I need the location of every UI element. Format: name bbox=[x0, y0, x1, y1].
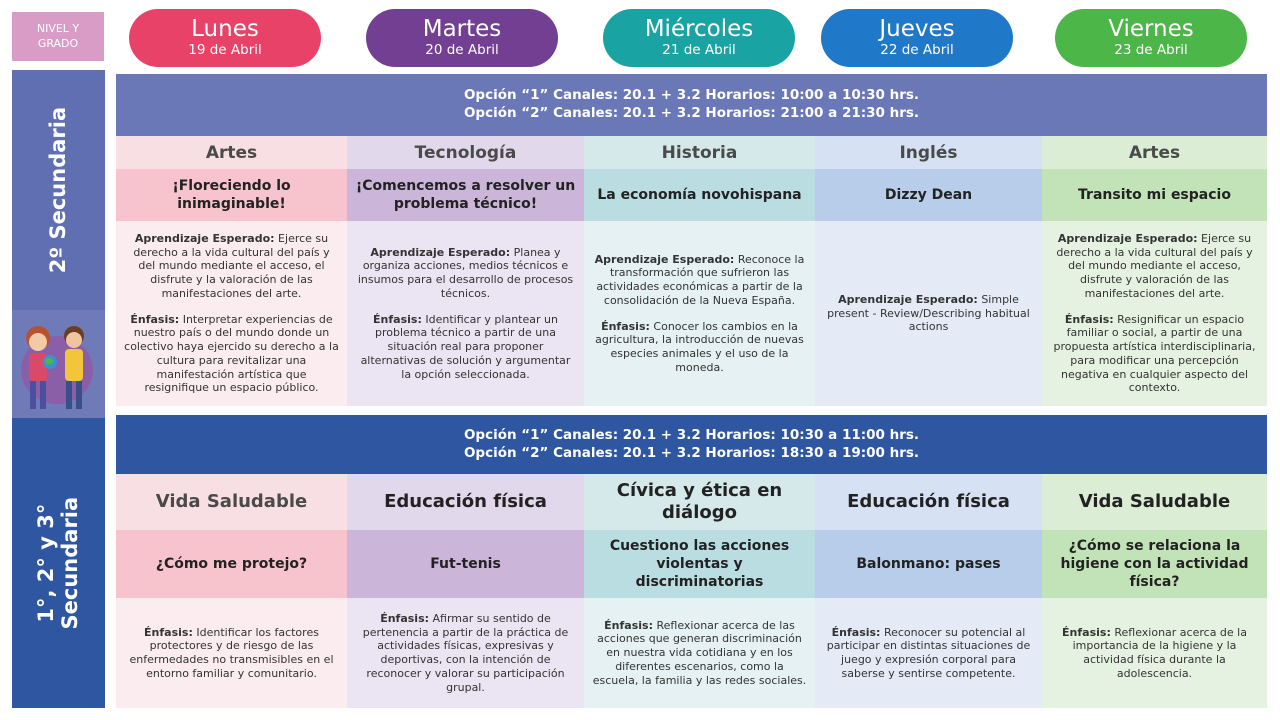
aprendizaje-text: Reconoce la transformación que sufrieron las actividades económicas a partir de la consolidación de la Nueva España. bbox=[596, 252, 805, 307]
day-date: 22 de Abril bbox=[880, 41, 954, 58]
banner-option-2: Opción “2” Canales: 20.1 + 3.2 Horarios: 18:30 a 19:00 hrs. bbox=[463, 444, 920, 461]
aprendizaje-label: Aprendizaje Esperado: bbox=[134, 231, 275, 245]
level-label-line1: 1°, 2° y 3° bbox=[34, 503, 59, 623]
day-header-jueves bbox=[821, 9, 1013, 67]
enfasis-label: Énfasis: bbox=[144, 625, 193, 639]
enfasis-label: Énfasis: bbox=[373, 312, 422, 326]
topic-cell: ¿Cómo se relaciona la higiene con la actividad física? bbox=[1042, 530, 1267, 598]
description-cell bbox=[347, 221, 584, 406]
subject-cell: Tecnología bbox=[347, 136, 584, 169]
subject-cell: Educación física bbox=[347, 474, 584, 530]
subject-cell: Cívica y ética en diálogo bbox=[584, 474, 815, 530]
enfasis-text: Reflexionar acerca de las acciones que generan discriminación en nuestra vida cotidiana y en los diferentes escenarios, como la escuela, la familia y las redes sociales. bbox=[592, 618, 807, 687]
enfasis-label: Énfasis: bbox=[601, 319, 650, 333]
enfasis-label: Énfasis: bbox=[604, 618, 653, 632]
day-header-lunes bbox=[129, 9, 321, 67]
enfasis-label: Énfasis: bbox=[1064, 312, 1114, 326]
nivel-grado-label: NIVEL Y GRADO bbox=[12, 12, 104, 61]
banner-option-2: Opción “2” Canales: 20.1 + 3.2 Horarios: 21:00 a 21:30 hrs. bbox=[463, 105, 920, 121]
subject-cell: Historia bbox=[584, 136, 815, 169]
topic-cell: Dizzy Dean bbox=[815, 169, 1042, 221]
enfasis-label: Énfasis: bbox=[130, 312, 180, 326]
aprendizaje-text: Simple present - Review/Describing habitual actions bbox=[827, 292, 1030, 334]
day-date: 21 de Abril bbox=[662, 41, 736, 58]
topic-cell: Fut-tenis bbox=[347, 530, 584, 598]
schedule-banner-2-secundaria bbox=[116, 74, 1267, 136]
day-name: Miércoles bbox=[644, 16, 754, 43]
topic-cell: Balonmano: pases bbox=[815, 530, 1042, 598]
topic-cell: La economía novohispana bbox=[584, 169, 815, 221]
enfasis-label: Énfasis: bbox=[831, 625, 881, 639]
day-header-martes bbox=[366, 9, 558, 67]
description-cell bbox=[116, 221, 347, 406]
level-label: 2º Secundaria bbox=[46, 106, 71, 274]
day-name: Martes bbox=[422, 16, 502, 43]
enfasis-text: Identificar y plantear un problema técnico a partir de una situación real para proponer alternativas de solución y argumentar la opción seleccionada. bbox=[360, 312, 571, 381]
enfasis-text: Afirmar su sentido de pertenencia a partir de la práctica de actividades físicas, expresivas y deportivas, con la intención de reconocer y valorar su participación grupal. bbox=[362, 611, 569, 694]
day-name: Lunes bbox=[191, 16, 259, 43]
schedule-grid-2-secundaria bbox=[116, 136, 1267, 406]
enfasis-text: Reconocer su potencial al participar en distintas situaciones de juego y expresión corporal para saberse y sentirse competente. bbox=[826, 625, 1031, 680]
description-cell bbox=[1042, 598, 1267, 708]
subject-cell: Educación física bbox=[815, 474, 1042, 530]
level-bar-1-2-3-secundaria bbox=[12, 418, 105, 708]
students-illustration bbox=[14, 312, 100, 416]
enfasis-label: Énfasis: bbox=[1062, 625, 1111, 639]
topic-cell: ¡Floreciendo lo inimaginable! bbox=[116, 169, 347, 221]
subject-cell: Vida Saludable bbox=[116, 474, 347, 530]
level-bar-2-secundaria bbox=[12, 70, 105, 310]
topic-cell: ¿Cómo me protejo? bbox=[116, 530, 347, 598]
enfasis-text: Identificar los factores protectores y de riesgo de las enfermedades no transmisibles en el entorno familiar y comunitario. bbox=[129, 625, 334, 680]
aprendizaje-label: Aprendizaje Esperado: bbox=[594, 252, 735, 266]
topic-cell: ¡Comencemos a resolver un problema técnico! bbox=[347, 169, 584, 221]
topic-cell: Transito mi espacio bbox=[1042, 169, 1267, 221]
day-date: 19 de Abril bbox=[188, 41, 262, 58]
description-cell bbox=[815, 221, 1042, 406]
day-name: Jueves bbox=[879, 16, 955, 43]
day-date: 23 de Abril bbox=[1114, 41, 1188, 58]
banner-option-1: Opción “1” Canales: 20.1 + 3.2 Horarios: 10:00 a 10:30 hrs. bbox=[463, 87, 920, 104]
subject-cell: Inglés bbox=[815, 136, 1042, 169]
aprendizaje-text: Ejerce su derecho a la vida cultural del país y del mundo mediante el acceso, el disfrute y la valoración de las manifestaciones del arte. bbox=[133, 231, 330, 300]
day-name: Viernes bbox=[1108, 16, 1194, 43]
enfasis-text: Resignificar un espacio familiar o social, a partir de una propuesta artística interdisciplinaria, para modificar una percepción negativa en cualquier aspecto del contexto. bbox=[1053, 312, 1256, 395]
day-date: 20 de Abril bbox=[425, 41, 499, 58]
enfasis-label: Énfasis: bbox=[380, 611, 430, 625]
subject-cell: Artes bbox=[1042, 136, 1267, 169]
aprendizaje-text: Ejerce su derecho a la vida cultural del país y del mundo mediante el acceso, disfrute y valoración de las manifestaciones del arte. bbox=[1056, 231, 1253, 300]
subject-cell: Artes bbox=[116, 136, 347, 169]
description-cell bbox=[1042, 221, 1267, 406]
level-label-line2: Secundaria bbox=[58, 496, 83, 630]
schedule-banner-1-2-3-secundaria bbox=[116, 415, 1267, 474]
aprendizaje-label: Aprendizaje Esperado: bbox=[838, 292, 978, 306]
day-header-miercoles bbox=[603, 9, 795, 67]
topic-cell: Cuestiono las acciones violentas y discriminatorias bbox=[584, 530, 815, 598]
enfasis-text: Interpretar experiencias de nuestro país o del mundo donde un colectivo haya ejercido su derecho a la cultura para revitalizar una manifestación artística que resignifique un espacio público. bbox=[124, 312, 339, 395]
enfasis-text: Conocer los cambios en la agricultura, la introducción de nuevas especies animales y el uso de la moneda. bbox=[595, 319, 804, 374]
level-label bbox=[34, 497, 82, 630]
enfasis-text: Reflexionar acerca de la importancia de la higiene y la actividad física durante la adolescencia. bbox=[1072, 625, 1247, 680]
description-cell bbox=[815, 598, 1042, 708]
schedule-grid-1-2-3-secundaria bbox=[116, 474, 1267, 708]
day-header-viernes bbox=[1055, 9, 1247, 67]
aprendizaje-label: Aprendizaje Esperado: bbox=[370, 245, 511, 259]
aprendizaje-text: Planea y organiza acciones, medios técnicos e insumos para el desarrollo de procesos técnicos. bbox=[357, 245, 574, 300]
banner-option-1: Opción “1” Canales: 20.1 + 3.2 Horarios: 10:30 a 11:00 hrs. bbox=[463, 426, 920, 443]
description-cell bbox=[584, 221, 815, 406]
description-cell bbox=[116, 598, 347, 708]
description-cell bbox=[347, 598, 584, 708]
subject-cell: Vida Saludable bbox=[1042, 474, 1267, 530]
description-cell bbox=[584, 598, 815, 708]
aprendizaje-label: Aprendizaje Esperado: bbox=[1057, 231, 1198, 245]
